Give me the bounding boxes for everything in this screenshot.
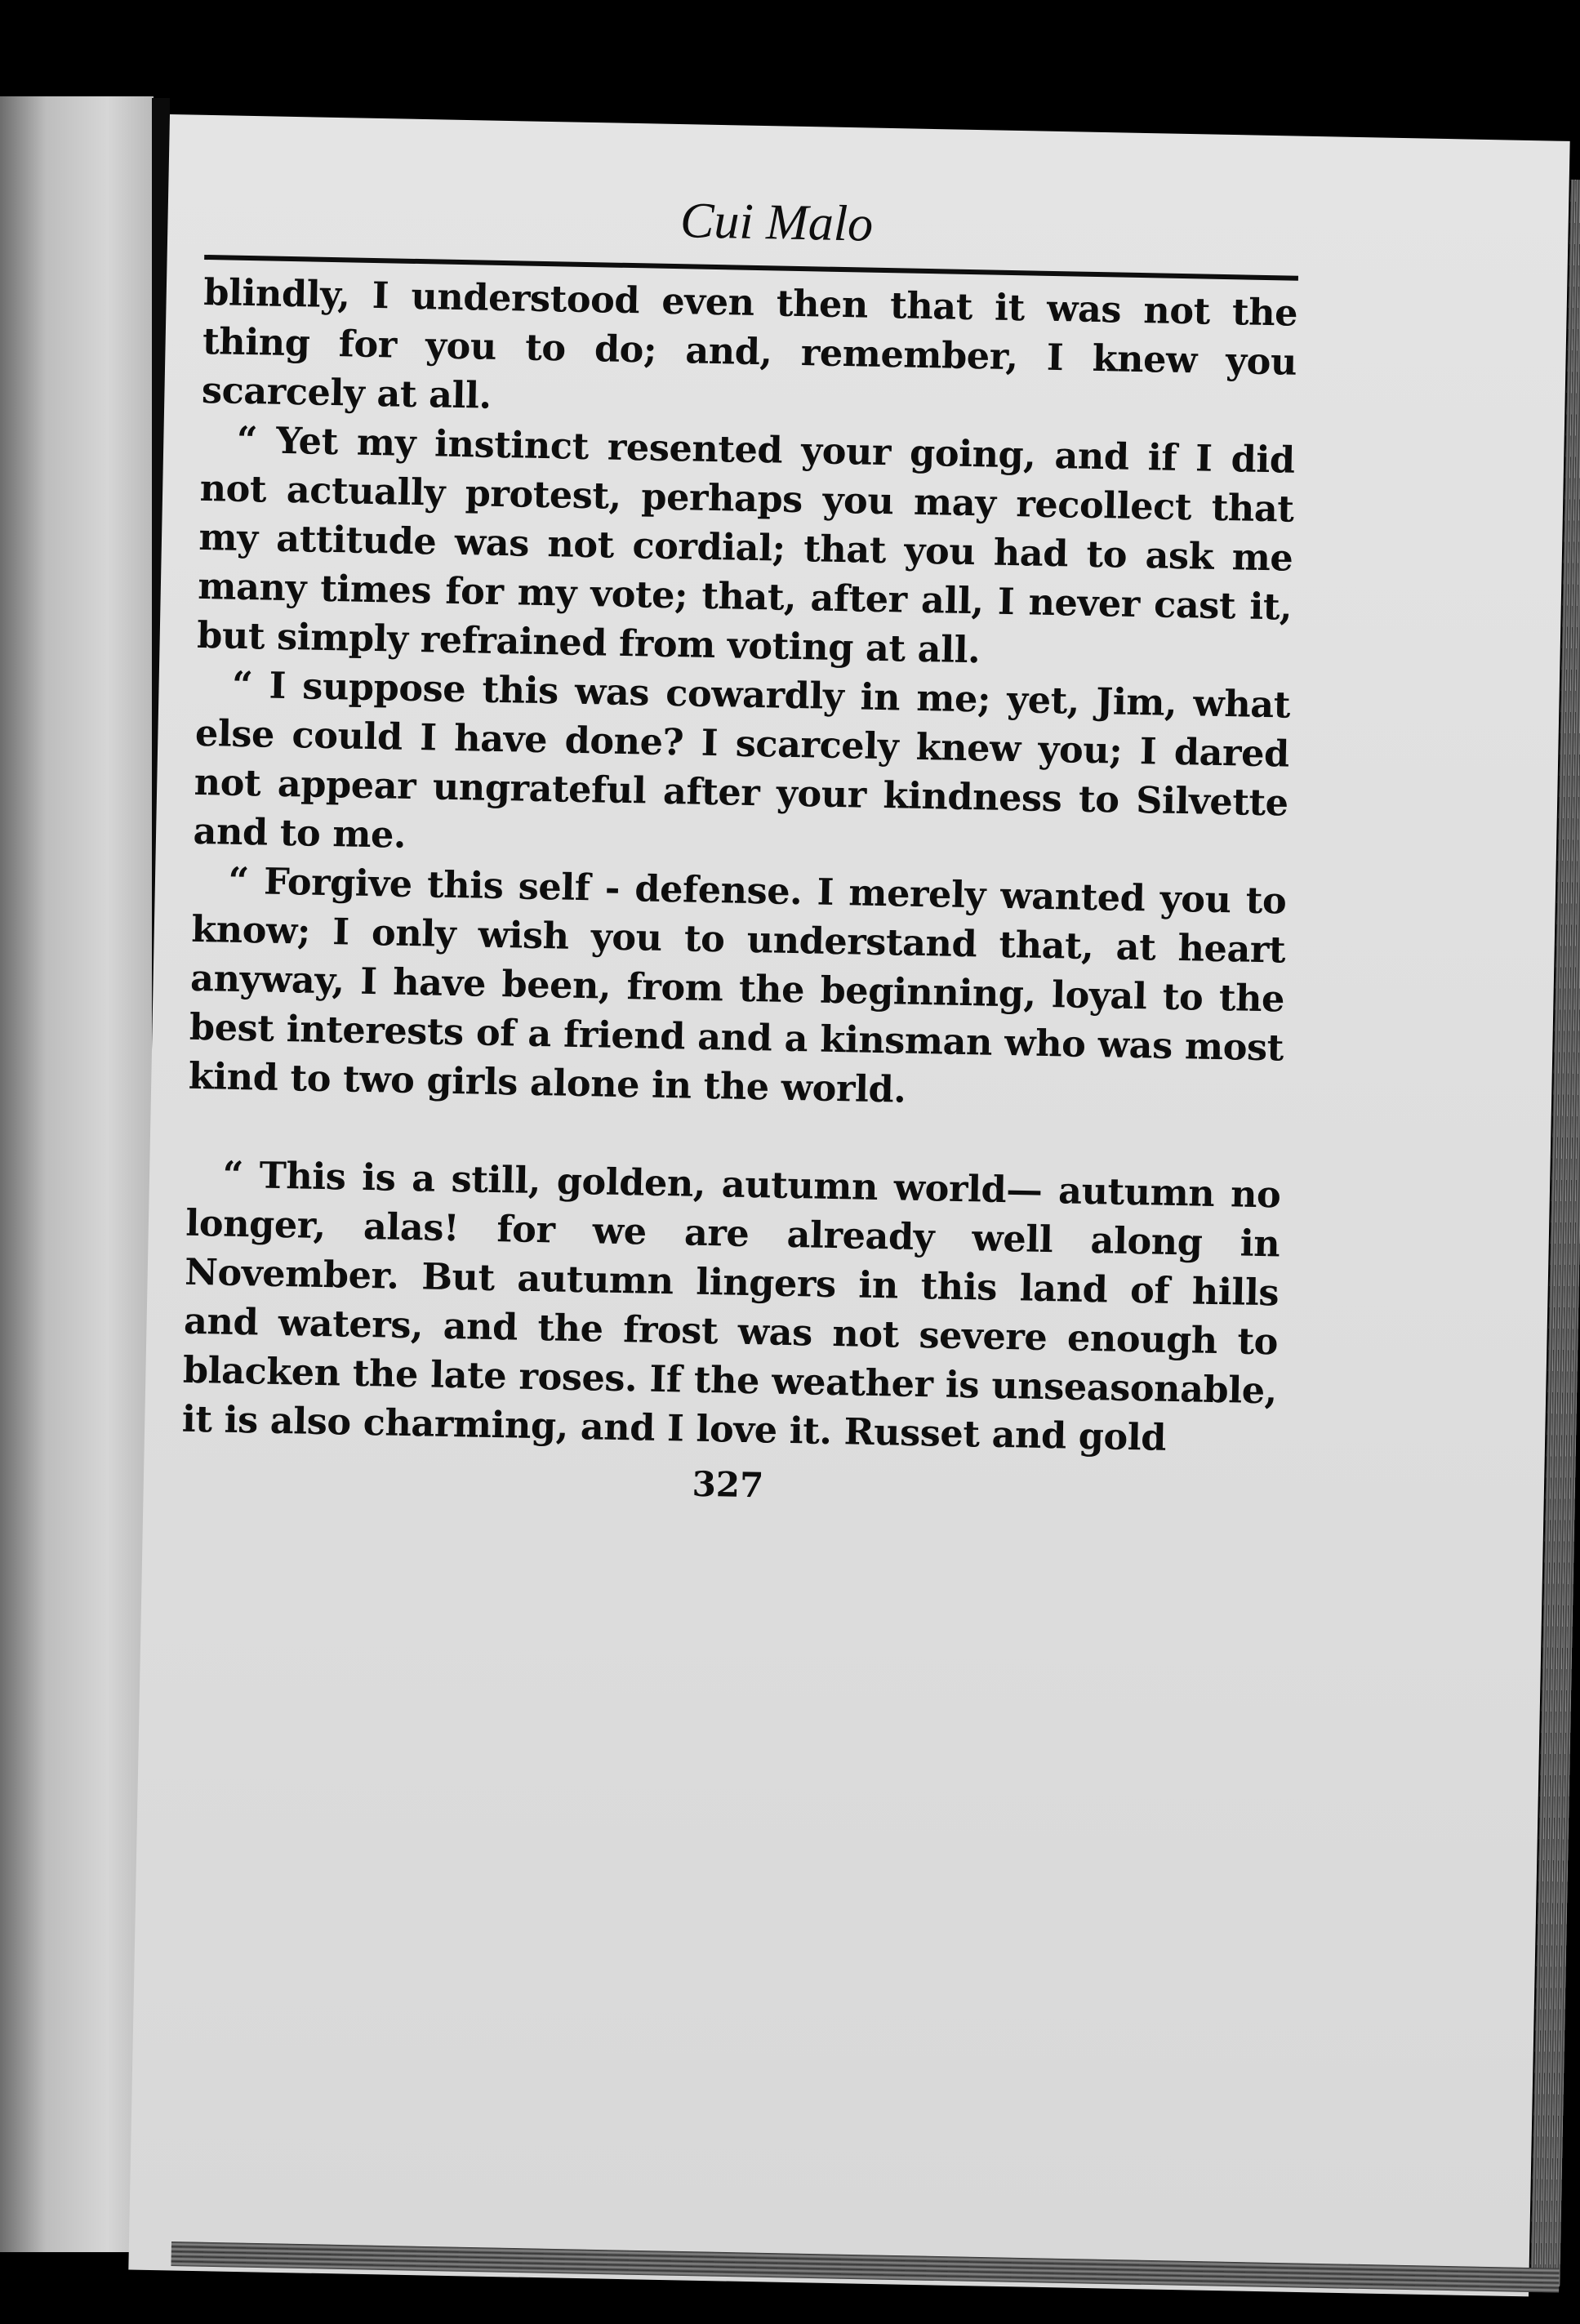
page-number: 327 [692,1463,764,1506]
paragraph: “ This is a still, golden, autumn world— autumn no longer, alas! for we are already well along in November. But autumn lingers in this land of hills and waters, and the frost was not severe enough to blacken the late roses. If the weather is unseasonable, it is also charming, and I love it. Russet and gold [181,1153,1281,1459]
body-text [181,268,1297,1464]
running-head: Cui Malo [679,193,874,252]
paragraph: “ Yet my instinct resented your going, and if I did not actually protest, perhaps you may recollect that my attitude was not cordial; that you had to ask me many times for my vote; that, after all, I never cast it, but simply refrained from voting at all. [196,418,1296,672]
previous-page-edge [0,96,154,2252]
paragraph: “ I suppose this was cowardly in me; yet, Jim, what else could I have done? I scarcely knew you; I dared not appear ungrateful after your kindness to Silvette and to me. [193,663,1291,857]
paragraph: “ Forgive this self - defense. I merely wanted you to know; I only wish you to understand that, at heart anyway, I have been, from the beginning, loyal to the best interests of a friend and a kinsman who was most kind to two girls alone in the world. [188,859,1287,1111]
page-content [180,180,1300,1520]
paragraph: blindly, I understood even then that it was not the thing for you to do; and, remember, I knew you scarcely at all. [201,270,1298,417]
